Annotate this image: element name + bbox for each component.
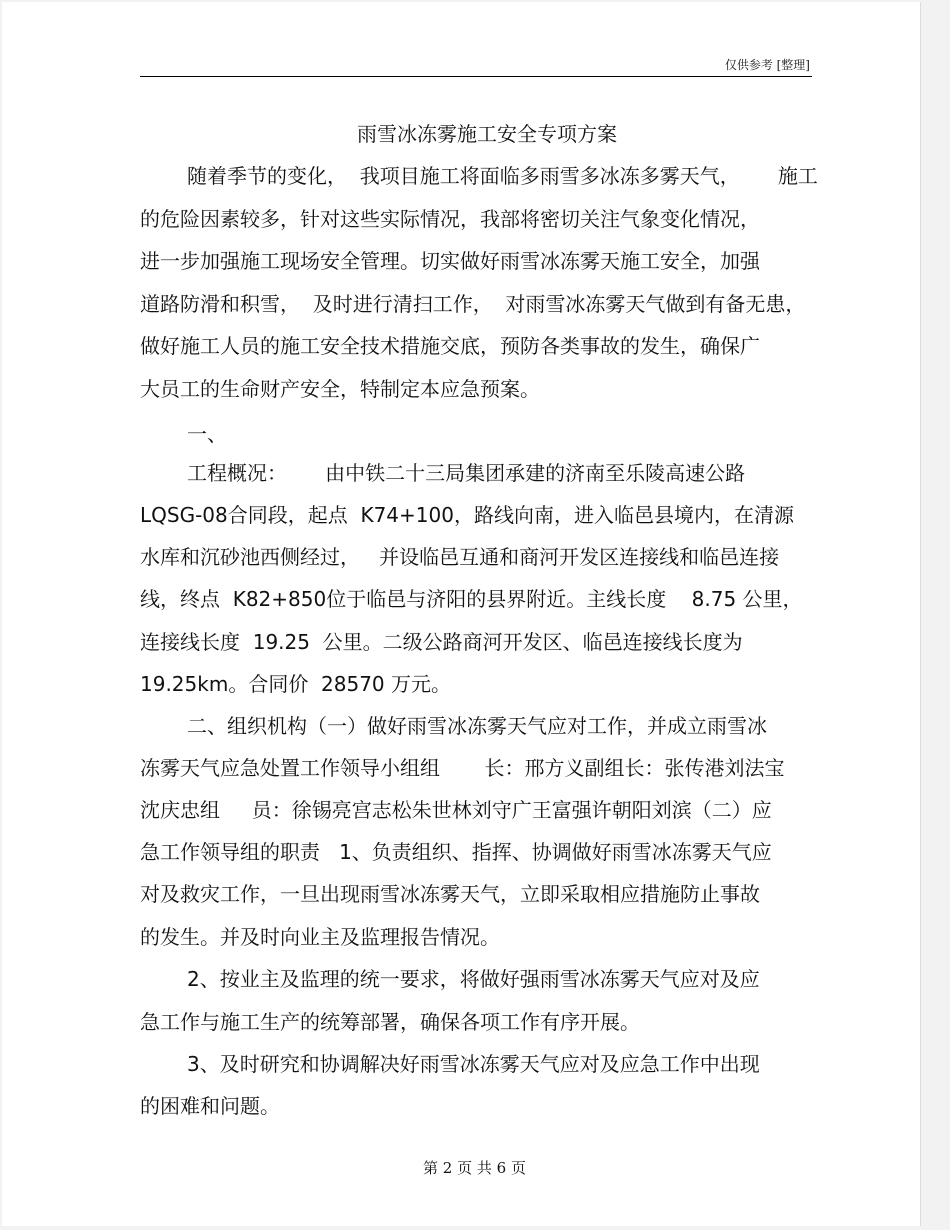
text-line: 19.25km。合同价 28570 万元。: [140, 672, 452, 696]
text-line: 做好施工人员的施工安全技术措施交底，预防各类事故的发生，确保广: [140, 334, 760, 358]
text-line: 的发生。并及时向业主及监理报告情况。: [140, 925, 500, 949]
text-line: 连接线长度 19.25 公里。二级公路商河开发区、临邑连接线长度为: [140, 630, 743, 654]
document-page: [2, 2, 921, 1226]
text-line: 的危险因素较多，针对这些实际情况，我部将密切关注气象变化情况，: [140, 207, 760, 231]
text-line: 工程概况： 由中铁二十三局集团承建的济南至乐陵高速公路: [187, 461, 746, 485]
text-line: LQSG-08合同段，起点 K74+100，路线向南，进入临邑县境内，在清源: [140, 503, 794, 527]
section-heading: 一、: [187, 422, 227, 446]
text-line: 急工作与施工生产的统筹部署，确保各项工作有序开展。: [140, 1010, 640, 1034]
text-line: 道路防滑和积雪， 及时进行清扫工作， 对雨雪冰冻雾天气做到有备无患，: [140, 292, 806, 316]
text-line: 进一步加强施工现场安全管理。切实做好雨雪冰冻雾天施工安全，加强: [140, 249, 760, 273]
text-line: 随着季节的变化， 我项目施工将面临多雨雪多冰冻多雾天气， 施工: [187, 164, 818, 188]
page-number: 第 2 页 共 6 页: [423, 1159, 526, 1177]
text-line: 对及救灾工作，一旦出现雨雪冰冻雾天气，立即采取相应措施防止事故: [140, 882, 760, 906]
text-line: 3、及时研究和协调解决好雨雪冰冻雾天气应对及应急工作中出现: [187, 1052, 760, 1076]
text-line: 大员工的生命财产安全，特制定本应急预案。: [140, 377, 540, 401]
document-title: 雨雪冰冻雾施工安全专项方案: [357, 122, 617, 146]
text-line: 水库和沉砂池西侧经过， 并设临邑互通和商河开发区连接线和临邑连接: [140, 545, 780, 569]
text-line: 的困难和问题。: [140, 1094, 280, 1118]
text-line: 二、组织机构（一）做好雨雪冰冻雾天气应对工作，并成立雨雪冰: [187, 714, 767, 738]
text-line: 2、按业主及监理的统一要求，将做好强雨雪冰冻雾天气应对及应: [187, 967, 760, 991]
header-note: 仅供参考 [整理]: [724, 58, 810, 72]
text-line: 急工作领导组的职责 1、负责组织、指挥、协调做好雨雪冰冻雾天气应: [140, 840, 772, 864]
text-line: 沈庆忠组 员：徐锡亮宫志松朱世林刘守广王富强许朝阳刘滨（二）应: [140, 798, 772, 822]
header-divider: [140, 76, 812, 77]
text-line: 冻雾天气应急处置工作领导小组组 长：邢方义副组长：张传港刘法宝: [140, 756, 785, 780]
text-line: 线，终点 K82+850位于临邑与济阳的县界附近。主线长度 8.75 公里，: [140, 587, 803, 611]
